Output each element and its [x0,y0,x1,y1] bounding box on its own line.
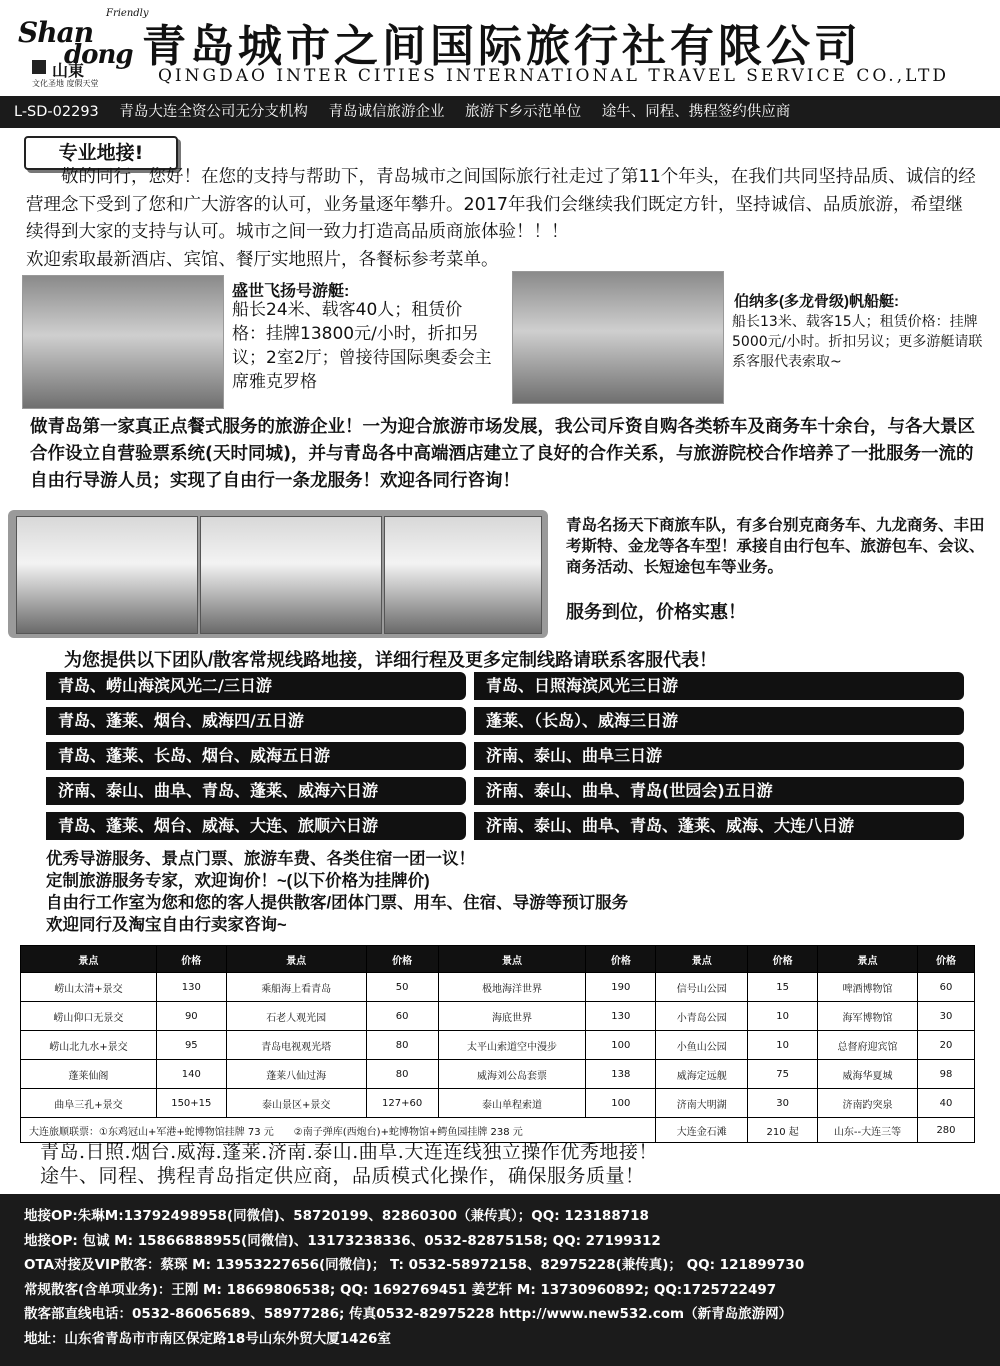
column-header: 价格 [586,946,656,973]
table-cell: 10 [748,1031,818,1060]
services-list [46,848,628,936]
table-cell: 极地海洋世界 [438,973,586,1002]
fleet-photos [8,510,548,638]
table-cell: 95 [156,1031,226,1060]
price-table-body [21,973,975,1143]
route-item: 青岛、蓬莱、烟台、威海四/五日游 [46,707,466,735]
logo-slogan: 文化圣地 度假天堂 [32,79,99,88]
table-cell: 崂山北九水+景交 [21,1031,157,1060]
table-cell: 280 [917,1118,974,1143]
route-item: 青岛、蓬莱、长岛、烟台、威海五日游 [46,742,466,770]
table-cell: 乘船海上看青岛 [226,973,366,1002]
table-cell: 30 [748,1089,818,1118]
yacht2-title: 伯纳多(多龙骨级)帆船艇: [734,293,899,310]
promo-line: 青岛.日照.烟台.威海.蓬莱.济南.泰山.曲阜.大连连线独立操作优秀地接！ [40,1141,658,1163]
column-header: 价格 [366,946,438,973]
table-cell: 130 [586,1002,656,1031]
section-tag: 专业地接! [24,136,178,170]
table-cell: 10 [748,1002,818,1031]
table-cell: 75 [748,1060,818,1089]
contact-line: OTA对接及VIP散客：蔡琛 M: 13953227656(同微信)； T: 0532-58972158、82975228(兼传真)； QQ: 121899730 [24,1257,805,1273]
table-row [21,1031,975,1060]
table-cell: 信号山公园 [656,973,748,1002]
table-cell: 210 起 [748,1118,818,1143]
table-cell: 80 [366,1031,438,1060]
table-row [21,973,975,1002]
column-header: 景点 [21,946,157,973]
table-cell: 90 [156,1002,226,1031]
table-cell: 威海定远舰 [656,1060,748,1089]
contact-line: 地接OP: 包诚 M: 15866888955(同微信)、13173238336、0532-82875158; QQ: 27199312 [24,1232,661,1249]
table-cell: 威海刘公岛套票 [438,1060,586,1089]
table-cell: 济南大明湖 [656,1089,748,1118]
route-item: 青岛、日照海滨风光三日游 [474,672,964,700]
seal-icon [32,60,46,74]
credential-item: 途牛、同程、携程签约供应商 [601,104,791,120]
table-cell: 20 [917,1031,974,1060]
table-cell: 太平山索道空中漫步 [438,1031,586,1060]
logo-dong-text: dong [64,40,133,70]
license-number: L-SD-02293 [14,104,99,120]
table-cell: 蓬莱八仙过海 [226,1060,366,1089]
table-cell: 15 [748,973,818,1002]
address-line: 地址：山东省青岛市市南区保定路18号山东外贸大厦1426室 [24,1330,391,1347]
promo-text [40,1140,658,1188]
table-cell: 海底世界 [438,1002,586,1031]
table-cell: 海军博物馆 [818,1002,918,1031]
table-cell: 济南趵突泉 [818,1089,918,1118]
table-cell: 40 [917,1089,974,1118]
contact-line: 散客部直线电话：0532-86065689、58977286; 传真0532-82975228 http://www.new532.com（新青岛旅游网） [24,1306,793,1322]
service-line: 自由行工作室为您和您的客人提供散客/团体门票、用车、住宿、导游等预订服务 [46,894,629,912]
route-item: 济南、泰山、曲阜三日游 [474,742,964,770]
service-intro-paragraph: 做青岛第一家真正点餐式服务的旅游企业！一为迎合旅游市场发展，我公司斥资自购各类轿车及商务车十余台，与各大景区合作设立自营验票系统(天时同城)，并与青岛各中高端酒店建立了良好的合作关系，与旅游院校合作培养了一批服务一流的自由行导游人员；实现了自由行一条龙服务！欢迎各同行咨询！ [30,417,975,491]
table-cell: 崂山太清+景交 [21,973,157,1002]
route-item: 青岛、崂山海滨风光二/三日游 [46,672,466,700]
service-line: 优秀导游服务、景点门票、旅游车费、各类住宿一团一议！ [46,850,475,868]
column-header: 价格 [156,946,226,973]
logo-shan-text: Shan [18,16,94,49]
table-cell: 138 [586,1060,656,1089]
yacht-photo [22,275,224,409]
table-cell: 98 [917,1060,974,1089]
price-table [20,945,975,1143]
table-cell: 60 [366,1002,438,1031]
table-row [21,1118,975,1143]
van-photo [200,516,382,634]
credential-item: 青岛诚信旅游企业 [328,104,445,120]
intro-paragraph: 欢迎索取最新酒店、宾馆、餐厅实地照片，各餐标参考菜单。 [26,249,499,270]
service-line: 欢迎同行及淘宝自由行卖家咨询~ [46,916,287,934]
company-name: 青岛城市之间国际旅行社有限公司 [142,21,862,72]
table-cell: 30 [917,1002,974,1031]
bus-photo [384,516,542,634]
mpv-photo [16,516,198,634]
credentials-bar [0,96,1000,128]
column-header: 景点 [656,946,748,973]
route-item: 济南、泰山、曲阜、青岛(世园会)五日游 [474,777,964,805]
table-cell: 小青岛公园 [656,1002,748,1031]
column-header: 价格 [917,946,974,973]
company-english-name: QINGDAO INTER CITIES INTERNATIONAL TRAVEL SERVICE CO.,LTD [158,66,949,86]
logo-friendly-text: Friendly [106,8,149,19]
table-cell: 大连金石滩 [656,1118,748,1143]
table-cell: 100 [586,1031,656,1060]
logo-cn-text: 山東 [52,61,85,80]
table-cell: 啤酒博物馆 [818,973,918,1002]
route-item: 济南、泰山、曲阜、青岛、蓬莱、威海六日游 [46,777,466,805]
route-item: 青岛、蓬莱、烟台、威海、大连、旅顺六日游 [46,812,466,840]
yacht1-description: 船长24米、载客40人；租赁价格：挂牌13800元/小时，折扣另议；2室2厅；曾接待国际奥委会主席雅克罗格 [232,300,492,392]
table-cell: 泰山景区+景交 [226,1089,366,1118]
table-cell: 泰山单程索道 [438,1089,586,1118]
intro-text [26,164,976,274]
table-cell: 130 [156,973,226,1002]
table-header-row [21,946,975,973]
table-row [21,1002,975,1031]
intro-paragraph: 敬的同行，您好！在您的支持与帮助下，青岛城市之间国际旅行社走过了第11个年头，在我们共同坚持品质、诚信的经营理念下受到了您和广大游客的认可，业务量逐年攀升。2017年我们会继续我们既定方针，坚持诚信、品质旅游，希望继续得到大家的支持与认可。城市之间一致力打造高品质商旅体验！！！ [26,167,976,242]
fleet-slogan: 服务到位，价格实惠！ [566,602,746,622]
contact-line: 地接OP:朱琳M:13792498958(同微信)、58720199、82860300（兼传真）；QQ: 123188718 [24,1208,649,1224]
table-cell: 总督府迎宾馆 [818,1031,918,1060]
credential-item: 旅游下乡示范单位 [465,104,582,120]
contact-line: 常规散客(含单项业务)：王刚 M: 18669806538; QQ: 1692769451 姜艺轩 M: 13730960892; QQ:1725722497 [24,1281,777,1298]
route-item: 济南、泰山、曲阜、青岛、蓬莱、威海、大连八日游 [474,812,964,840]
table-cell: 崂山仰口无景交 [21,1002,157,1031]
table-cell: 青岛电视观光塔 [226,1031,366,1060]
route-item: 蓬莱、（长岛）、威海三日游 [474,707,964,735]
table-cell: 蓬莱仙阁 [21,1060,157,1089]
promo-line: 途牛、同程、携程青岛指定供应商，品质模式化操作，确保服务质量！ [40,1165,645,1187]
table-cell: 127+60 [366,1089,438,1118]
service-line: 定制旅游服务专家，欢迎询价！~(以下价格为挂牌价) [46,872,430,890]
table-cell: 60 [917,973,974,1002]
table-cell: 140 [156,1060,226,1089]
column-header: 景点 [226,946,366,973]
column-header: 景点 [438,946,586,973]
yacht2-description: 船长13米、载客15人；租赁价格：挂牌5000元/小时。折扣另议；更多游艇请联系客服代表索取~ [732,314,983,370]
table-cell: 石老人观光园 [226,1002,366,1031]
table-cell: 威海华夏城 [818,1060,918,1089]
table-row [21,1060,975,1089]
contact-list [24,1204,804,1351]
routes-title: 为您提供以下团队/散客常规线路地接，详细行程及更多定制线路请联系客服代表！ [64,650,717,670]
table-cell: 小鱼山公园 [656,1031,748,1060]
table-cell: 大连旅顺联票：①东鸡冠山+军港+蛇博物馆挂牌 73 元 ②南子弹库(西炮台)+蛇博物馆+鳄鱼园挂牌 238 元 [21,1118,656,1143]
company-logo [18,8,149,88]
table-cell: 山东--大连三等 [818,1118,918,1143]
table-cell: 150+15 [156,1089,226,1118]
credential-item: 青岛大连全资公司无分支机构 [119,104,308,120]
table-cell: 50 [366,973,438,1002]
table-cell: 曲阜三孔+景交 [21,1089,157,1118]
table-cell: 190 [586,973,656,1002]
table-row [21,1089,975,1118]
column-header: 景点 [818,946,918,973]
yacht1-title: 盛世飞扬号游艇: [232,283,350,300]
column-header: 价格 [748,946,818,973]
table-cell: 80 [366,1060,438,1089]
sailboat-photo [512,271,724,404]
contact-bar [0,1194,1000,1366]
fleet-description: 青岛名扬天下商旅车队，有多台别克商务车、九龙商务、丰田考斯特、金龙等各车型！承接自由行包车、旅游包车、会议、商务活动、长短途包车等业务。 [566,517,985,576]
table-cell: 100 [586,1089,656,1118]
